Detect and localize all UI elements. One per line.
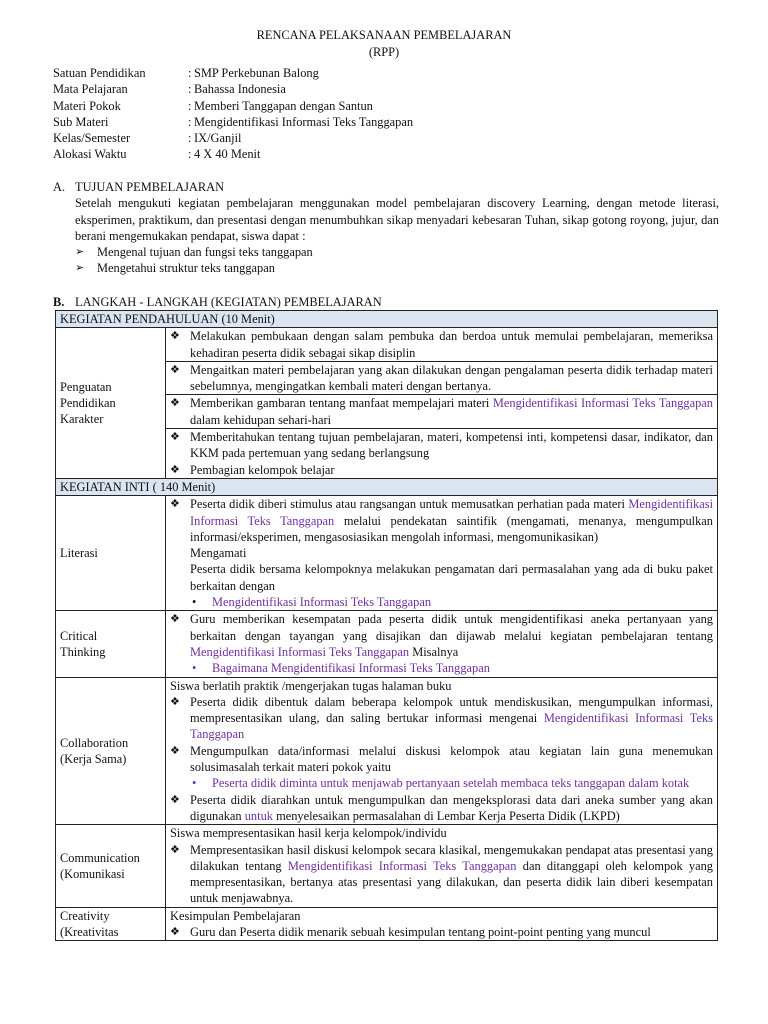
section-letter: A. <box>53 180 66 194</box>
row-label <box>56 496 166 611</box>
list-item <box>170 694 713 743</box>
diamond-bullet-icon: ❖ <box>170 463 180 476</box>
diamond-bullet-icon: ❖ <box>170 613 180 626</box>
identity-colon: : <box>188 66 192 80</box>
text-part: Mempresentasikan hasil diskusi kelompok secara klasikal, mengemukakan pendapat atas presentasi yang dilakukan tentang <box>190 842 713 873</box>
dot-bullet-icon: • <box>192 595 197 610</box>
content-cell <box>166 395 718 429</box>
label-line: Thinking <box>60 644 106 659</box>
item-text: Peserta didik diminta untuk menjawab pertanyaan setelah membaca teks tanggapan dalam kotak <box>212 776 690 791</box>
paragraph: Peserta didik bersama kelompoknya melakukan pengamatan dari permasalahan yang ada di buku paket berkaitan dengan <box>190 562 713 593</box>
table-row <box>56 825 718 907</box>
diamond-bullet-icon: ❖ <box>170 843 180 856</box>
diamond-bullet-icon: ❖ <box>170 695 180 708</box>
objective-item <box>75 244 719 260</box>
dot-bullet-icon: • <box>192 776 197 791</box>
identity-label: Satuan Pendidikan <box>53 66 146 80</box>
section-header-cell: KEGIATAN INTI ( 140 Menit) <box>56 478 718 495</box>
arrow-bullet-icon: ➢ <box>75 246 85 259</box>
identity-row <box>53 81 713 97</box>
objective-text: Mengetahui struktur teks tanggapan <box>97 261 275 276</box>
topic-highlight: Mengidentifikasi Informasi Teks Tanggapan <box>492 396 713 411</box>
identity-colon: : <box>188 82 192 97</box>
section-heading <box>53 179 719 195</box>
item-text <box>190 611 713 660</box>
table-row <box>56 677 718 825</box>
row-label <box>56 677 166 825</box>
list-item <box>170 362 713 395</box>
item-text: Mengidentifikasi Informasi Teks Tanggapan <box>212 595 432 610</box>
identity-block <box>53 65 713 163</box>
topic-highlight: Mengidentifikasi Informasi Teks Tanggapan <box>190 497 714 528</box>
steps-table <box>55 310 718 941</box>
identity-value: SMP Perkebunan Balong <box>194 66 319 80</box>
highlight-word: untuk <box>244 808 273 823</box>
diamond-bullet-icon: ❖ <box>170 925 180 938</box>
identity-row <box>53 146 713 162</box>
table-row <box>56 328 718 362</box>
diamond-bullet-icon: ❖ <box>170 498 180 511</box>
row-label <box>56 907 166 941</box>
item-text <box>190 842 713 907</box>
identity-value: Mengidentifikasi Informasi Teks Tanggapan <box>194 114 414 129</box>
diamond-bullet-icon: ❖ <box>170 431 180 444</box>
text-part: menyelesaikan permasalahan di Lembar Kerja Peserta Didik (LKPD) <box>276 808 620 823</box>
identity-row <box>53 65 713 81</box>
content-cell <box>166 907 718 941</box>
content-cell <box>166 429 718 479</box>
section-header-cell: KEGIATAN PENDAHULUAN (10 Menit) <box>56 311 718 328</box>
list-item <box>170 660 713 676</box>
section-title: TUJUAN PEMBELAJARAN <box>75 180 225 194</box>
item-text: Bagaimana Mengidentifikasi Informasi Teks Tanggapan <box>212 661 490 676</box>
section-paragraph: Setelah mengukuti kegiatan pembelajaran menggunakan model pembelajaran discovery Learning, dengan metode literasi, eksperimen, praktikum, dan presentasi dengan menumbuhkan sikap menyadari kebesaran Tuhan, sikap gotong royong, jujur, dan berani mengemukakan pendapat, siswa dapat : <box>75 196 719 243</box>
section-tujuan <box>53 179 719 277</box>
identity-label: Sub Materi <box>53 114 109 129</box>
label-line: Literasi <box>60 546 98 561</box>
section-letter: B. <box>53 295 65 309</box>
objective-list <box>53 244 719 277</box>
arrow-bullet-icon: ➢ <box>75 262 85 275</box>
item-text <box>190 496 713 545</box>
list-item <box>170 594 713 610</box>
dot-bullet-icon: • <box>192 661 197 676</box>
item-text <box>190 792 713 825</box>
identity-colon: : <box>188 131 192 146</box>
text-part: Guru memberikan kesempatan pada peserta didik untuk mengidentifikasi aneka pertanyaan yang berkaitan dengan tayangan yang disajikan dan dijawab melalui kegiatan pembelajaran tentang <box>190 612 713 643</box>
label-line: (Komunikasi <box>60 866 125 881</box>
item-text: Guru dan Peserta didik menarik sebuah kesimpulan tentang point-point penting yang muncul <box>190 924 651 939</box>
text-part: Peserta didik diarahkan untuk mengumpulkan dan mengeksplorasi data dari aneka sumber yang akan digunakan <box>190 792 713 823</box>
list-item <box>170 792 713 825</box>
list-item <box>170 743 713 776</box>
list-item <box>170 611 713 660</box>
identity-value: 4 X 40 Menit <box>194 147 261 162</box>
table-row <box>56 907 718 941</box>
label-line: Communication <box>60 850 140 865</box>
list-item <box>170 842 713 907</box>
identity-colon: : <box>188 147 192 162</box>
identity-colon: : <box>188 98 192 113</box>
text-part: Peserta didik diberi stimulus atau rangsangan untuk memusatkan perhatian pada materi <box>190 497 625 512</box>
row-label <box>56 328 166 479</box>
row-label <box>56 611 166 677</box>
identity-value: IX/Ganjil <box>194 131 242 146</box>
sub-heading: Mengamati <box>190 546 247 561</box>
content-cell <box>166 361 718 395</box>
identity-value: Bahassa Indonesia <box>194 82 286 97</box>
objective-text: Mengenal tujuan dan fungsi teks tanggapan <box>97 245 313 260</box>
topic-highlight: Mengidentifikasi Informasi Teks Tanggapan <box>190 711 714 742</box>
content-cell <box>166 825 718 907</box>
text-part: melalui pendekatan saintifik (mengamati, menanya, mengumpulkan informasi/eksperimen, mengasosiasikan mengolah informasi, mengomunikasikan) <box>190 513 713 544</box>
document-subtitle: (RPP) <box>368 45 400 59</box>
identity-label: Mata Pelajaran <box>53 82 128 97</box>
identity-row <box>53 98 713 114</box>
identity-colon: : <box>188 114 192 129</box>
identity-label: Materi Pokok <box>53 98 121 113</box>
label-line: Penguatan <box>60 379 112 394</box>
list-item <box>170 924 713 940</box>
topic-highlight: Mengidentifikasi Informasi Teks Tanggapan <box>190 644 410 659</box>
diamond-bullet-icon: ❖ <box>170 744 180 757</box>
item-text: Mengumpulkan data/informasi melalui diskusi kelompok atau kegiatan lain guna menemukan solusimasalah terkait materi pokok yaitu <box>190 743 713 775</box>
table-section-row <box>56 311 718 328</box>
lead-text: Kesimpulan Pembelajaran <box>170 908 301 923</box>
item-text: Mengaitkan materi pembelajaran yang akan dilakukan dengan pengalaman peserta didik terhadap materi sebelumnya, mengingatkan kembali materi dengan bertanya. <box>190 362 713 394</box>
text-part: Memberikan gambaran tentang manfaat mempelajari materi <box>190 396 490 411</box>
list-item <box>170 496 713 545</box>
item-text: Melakukan pembukaan dengan salam pembuka dan berdoa untuk memulai pembelajaran, memeriksa kehadiran peserta didik sebagai sikap disiplin <box>190 329 713 360</box>
item-text: Pembagian kelompok belajar <box>190 462 335 477</box>
section-title: LANGKAH - LANGKAH (KEGIATAN) PEMBELAJARAN <box>75 295 382 309</box>
item-text <box>190 694 713 743</box>
lead-text: Siswa mempresentasikan hasil kerja kelompok/individu <box>170 826 447 841</box>
table-section-row <box>56 478 718 495</box>
lead-text: Siswa berlatih praktik /mengerjakan tugas halaman buku <box>170 678 452 693</box>
list-item <box>170 462 713 478</box>
table-row <box>56 496 718 611</box>
objective-item <box>75 260 719 276</box>
item-text <box>190 395 713 428</box>
label-line: Collaboration <box>60 735 129 750</box>
label-line: (Kerja Sama) <box>60 751 127 766</box>
text-part: dan ditanggapi oleh kelompok yang mempresentasikan, bertanya atas presentasi yang dilakukan, dan peserta didik lain diberi kesempatan untuk menjawabnya. <box>190 858 713 906</box>
content-cell <box>166 328 718 362</box>
text-part: Misalnya <box>412 644 459 659</box>
label-line: Critical <box>60 628 98 643</box>
row-label <box>56 825 166 907</box>
list-item <box>170 775 713 791</box>
identity-label: Alokasi Waktu <box>53 147 127 162</box>
label-line: Karakter <box>60 412 104 427</box>
text-part: Peserta didik dibentuk dalam beberapa kelompok untuk mendiskusikan, mengumpulkan informasi, mempresentasikan ulang, dan saling bertukar informasi mengenai <box>190 694 713 726</box>
item-text: Memberitahukan tentang tujuan pembelajaran, materi, kompetensi inti, kompetensi dasar, indikator, dan KKM pada pertemuan yang sedang berlangsung <box>190 430 713 461</box>
identity-row <box>53 114 713 130</box>
label-line: (Kreativitas <box>60 924 119 939</box>
document-title: RENCANA PELAKSANAAN PEMBELAJARAN <box>256 28 512 42</box>
diamond-bullet-icon: ❖ <box>170 330 180 343</box>
list-item <box>170 328 713 361</box>
list-item <box>170 429 713 462</box>
diamond-bullet-icon: ❖ <box>170 793 180 806</box>
content-cell <box>166 677 718 825</box>
topic-highlight: Mengidentifikasi Informasi Teks Tanggapan <box>287 858 517 873</box>
identity-row <box>53 130 713 146</box>
text-part: dalam kehidupan sehari-hari <box>190 412 332 427</box>
list-item <box>170 395 713 428</box>
content-cell <box>166 611 718 677</box>
section-langkah-heading <box>53 294 719 310</box>
label-line: Creativity <box>60 908 110 923</box>
identity-value: Memberi Tanggapan dengan Santun <box>194 98 373 113</box>
diamond-bullet-icon: ❖ <box>170 363 180 376</box>
content-cell <box>166 496 718 611</box>
label-line: Pendidikan <box>60 395 116 410</box>
diamond-bullet-icon: ❖ <box>170 397 180 410</box>
identity-label: Kelas/Semester <box>53 131 131 146</box>
table-row <box>56 611 718 677</box>
